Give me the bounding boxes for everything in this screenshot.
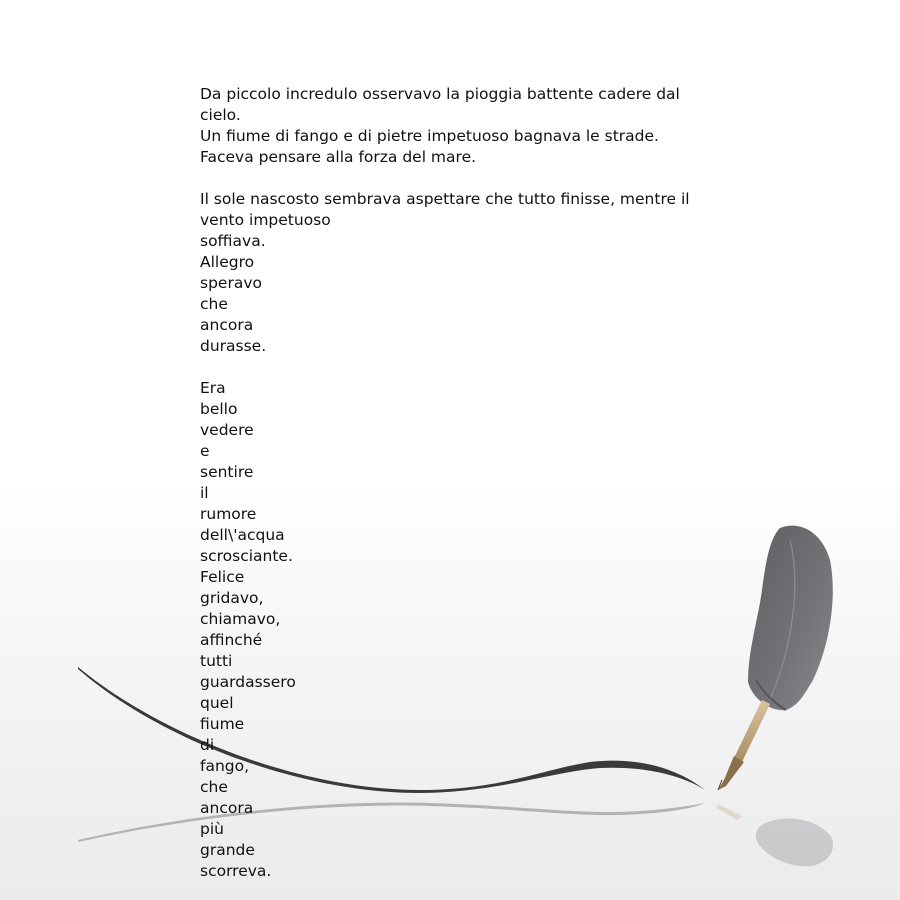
poem-line: Da piccolo incredulo osservavo la pioggia battente cadere dal cielo.	[200, 85, 680, 124]
poem-line: chiamavo,	[200, 610, 281, 628]
poem-line: ancora	[200, 316, 254, 334]
stanza-break	[200, 357, 720, 378]
poem-line: Allegro	[200, 253, 255, 271]
poem-line: Il sole nascosto sembrava aspettare che tutto finisse, mentre il vento impetuoso	[200, 190, 690, 229]
poem-line: scrosciante.	[200, 547, 293, 565]
poem-line: ancora	[200, 799, 254, 817]
poem-line: scorreva.	[200, 862, 272, 880]
quill-reflection	[716, 804, 833, 866]
poem-line: tutti	[200, 652, 233, 670]
poem-line: rumore	[200, 505, 257, 523]
poem-line: fiume	[200, 715, 245, 733]
poem-line: dell\'acqua	[200, 526, 285, 544]
poem-line: gridavo,	[200, 589, 264, 607]
poem-line: speravo	[200, 274, 262, 292]
poem-line: guardassero	[200, 673, 296, 691]
poem-line: che	[200, 295, 228, 313]
poem-line: soffiava.	[200, 232, 266, 250]
poem-line: il	[200, 484, 209, 502]
poem-line: che	[200, 778, 228, 796]
poem-line: vedere	[200, 421, 254, 439]
poem-line: più	[200, 820, 224, 838]
poem	[200, 84, 720, 882]
poem-line: Un fiume di fango e di pietre impetuoso bagnava le strade.	[200, 127, 659, 145]
poem-line: durasse.	[200, 337, 267, 355]
poem-line: affinché	[200, 631, 263, 649]
poem-line: fango,	[200, 757, 250, 775]
stanza-break	[200, 168, 720, 189]
poem-line: grande	[200, 841, 255, 859]
poem-line: e	[200, 442, 210, 460]
poem-line: bello	[200, 400, 238, 418]
poem-line: quel	[200, 694, 234, 712]
poem-line: Felice	[200, 568, 245, 586]
poem-line: di	[200, 736, 215, 754]
poem-line: Faceva pensare alla forza del mare.	[200, 148, 477, 166]
poem-line: Era	[200, 379, 226, 397]
quill-pen-icon	[718, 526, 833, 790]
poem-line: sentire	[200, 463, 254, 481]
